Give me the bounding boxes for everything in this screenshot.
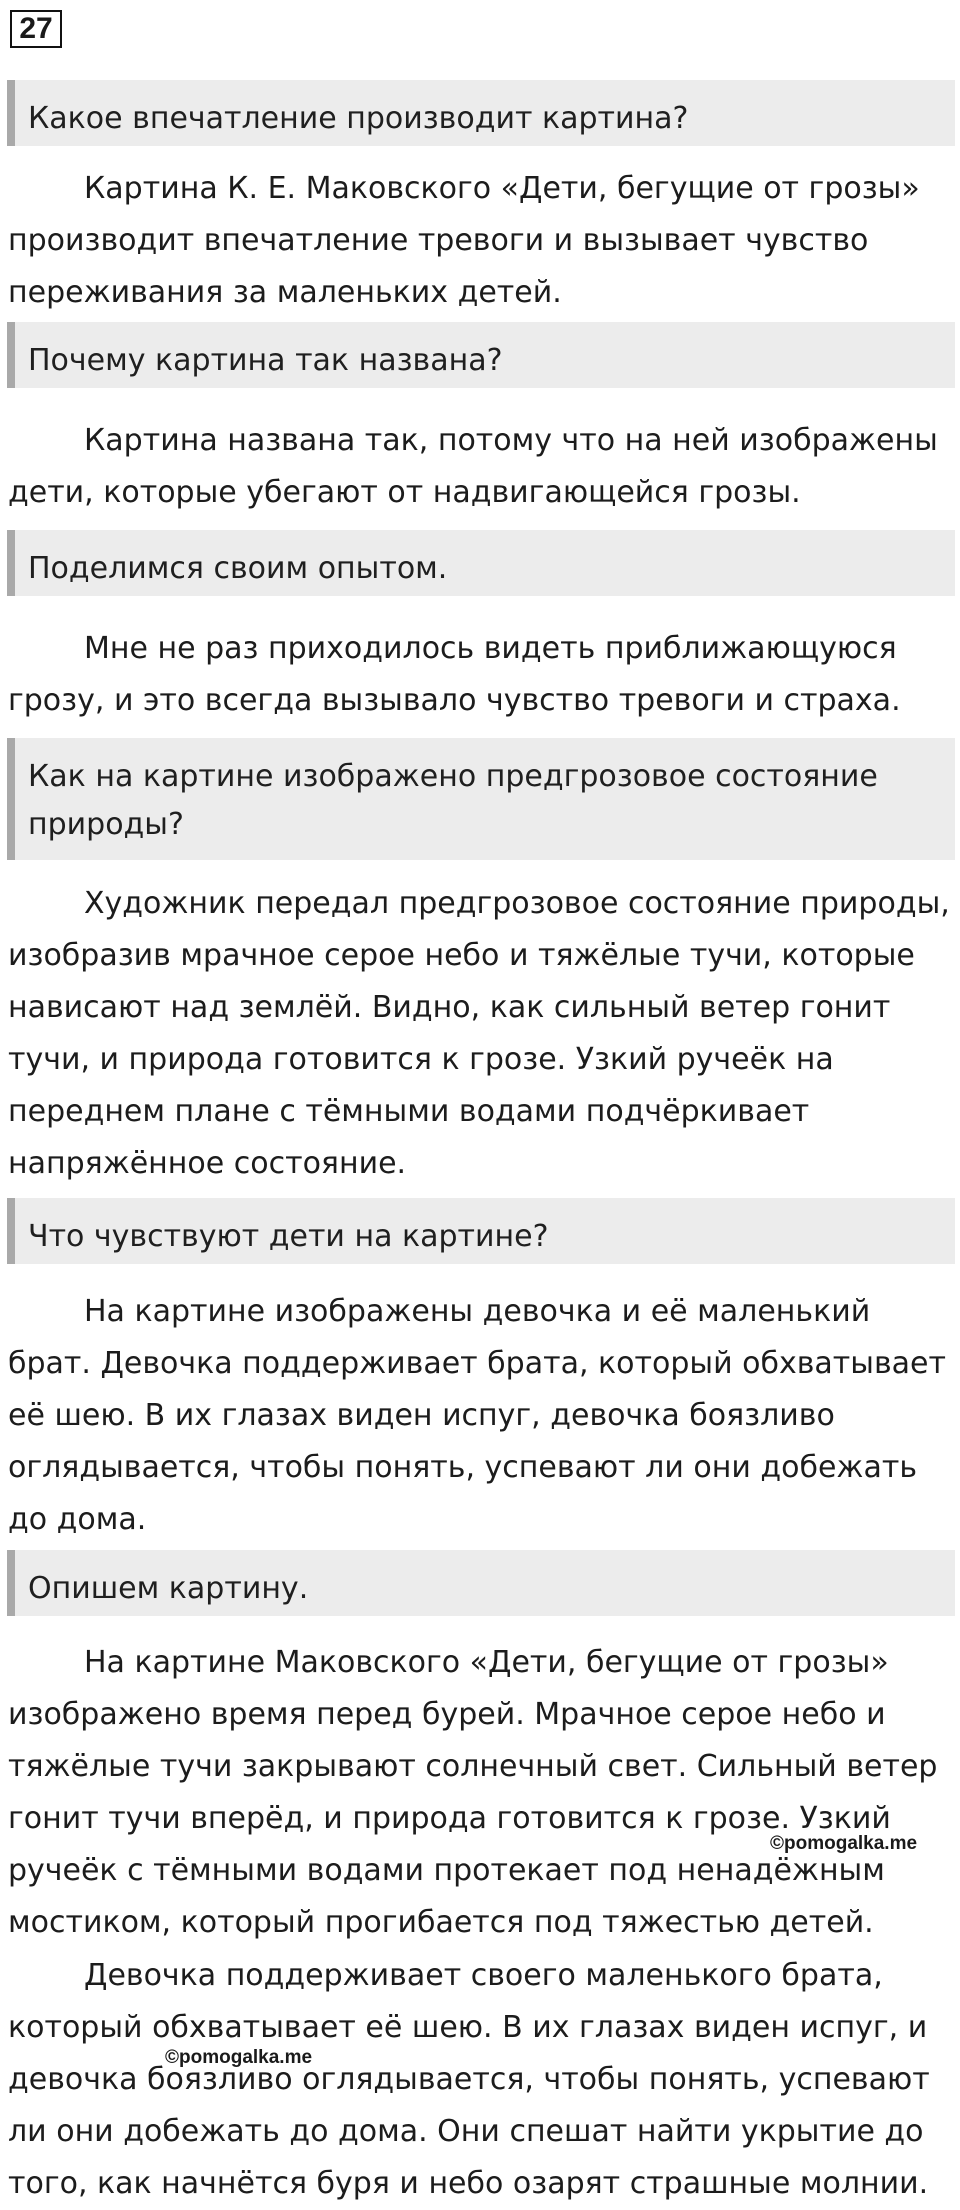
answer-6-paragraph-2: Девочка поддерживает своего маленького брата, который обхватывает её шею. В их глазах виден испуг, и девочка боязливо оглядывается, чтобы понять, успевают ли они добежать до дома. Они спешат найти укрытие до того, как начнётся буря и небо озарят страшные молнии. <box>8 1958 930 2201</box>
answer-1: Картина К. Е. Маковского «Дети, бегущие от грозы» производит впечатление тревоги и вызывает чувство переживания за маленьких детей. <box>8 171 920 310</box>
question-6: Опишем картину. <box>7 1550 955 1616</box>
answer-4: Художник передал предгрозовое состояние природы, изобразив мрачное серое небо и тяжёлые тучи, которые нависают над землёй. Видно, как сильный ветер гонит тучи, и природа готовится к грозе. Узкий ручеёк на переднем плане с тёмными водами подчёркивает напряжённое состояние. <box>8 886 950 1181</box>
watermark: ©pomogalka.me <box>770 1833 918 1854</box>
answer-3: Мне не раз приходилось видеть приближающуюся грозу, и это всегда вызывало чувство тревоги и страха. <box>8 631 901 718</box>
question-1: Какое впечатление производит картина? <box>7 80 955 146</box>
question-3: Поделимся своим опытом. <box>7 530 955 596</box>
question-5: Что чувствуют дети на картине? <box>7 1198 955 1264</box>
question-4: Как на картине изображено предгрозовое состояние природы? <box>7 738 955 860</box>
answer-5: На картине изображены девочка и её маленький брат. Девочка поддерживает брата, который обхватывает её шею. В их глазах виден испуг, девочка боязливо оглядывается, чтобы понять, успевают ли они добежать до дома. <box>8 1294 946 1537</box>
answer-2: Картина названа так, потому что на ней изображены дети, которые убегают от надвигающейся грозы. <box>8 423 938 510</box>
task-number: 27 <box>10 10 62 48</box>
question-2: Почему картина так названа? <box>7 322 955 388</box>
answer-6: На картине Маковского «Дети, бегущие от грозы» изображено время перед бурей. Мрачное серое небо и тяжёлые тучи закрывают солнечный свет. Сильный ветер гонит тучи вперёд, и природа готовится к грозе. Узкий ручеёк с тёмными водами протекает под ненадёжным мостиком, который прогибается под тяжестью детей. <box>8 1645 938 1940</box>
watermark: ©pomogalka.me <box>165 2047 313 2068</box>
